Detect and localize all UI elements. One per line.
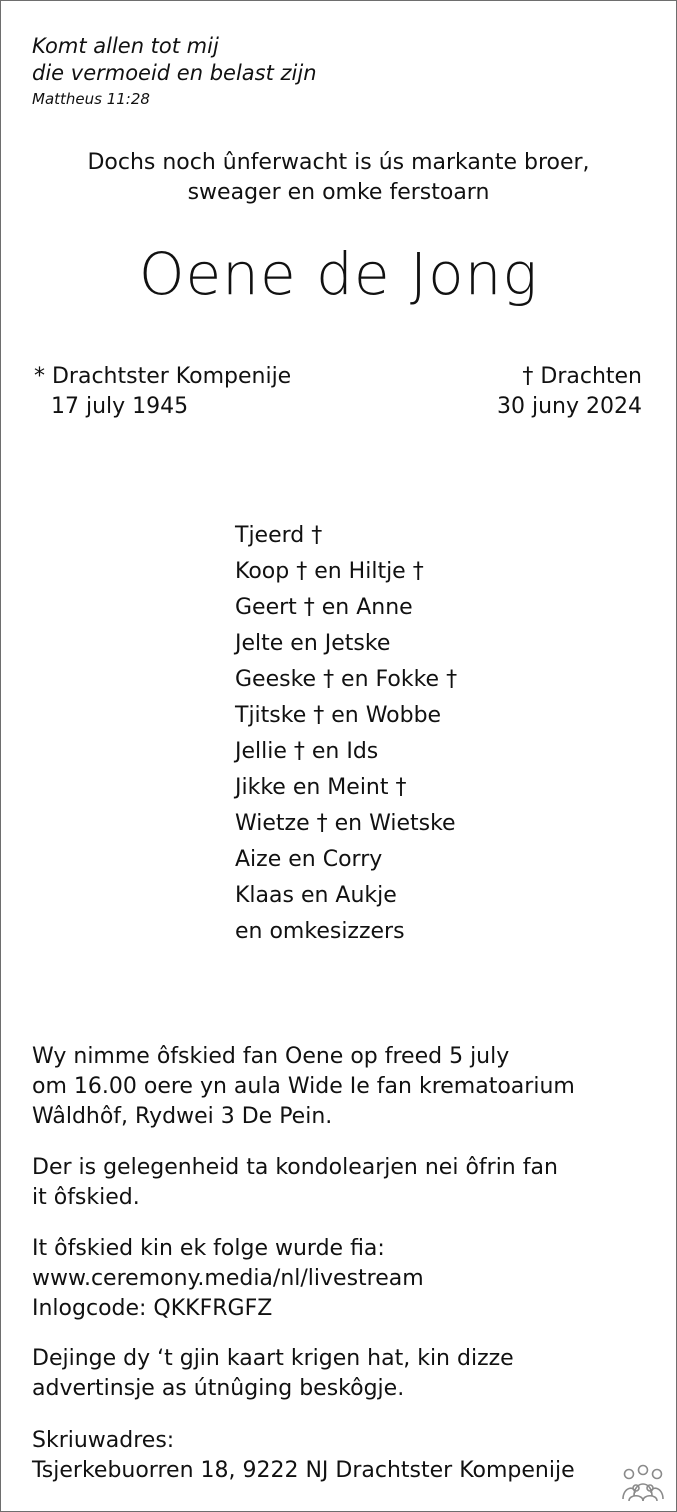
condolence-line-1: Der is gelegenheid ta kondolearjen nei ôfrin fan: [32, 1155, 558, 1180]
family-list: [235, 518, 457, 950]
list-item: Geeske † en Fokke †: [235, 667, 458, 692]
verse-reference: Mattheus 11:28: [32, 90, 150, 108]
farewell-line-1: Wy nimme ôfskied fan Oene op freed 5 july: [32, 1044, 510, 1069]
list-item: Geert † en Anne: [235, 595, 413, 620]
livestream-notice: [32, 1234, 424, 1324]
farewell-notice: [32, 1042, 575, 1132]
birth-info: [34, 362, 291, 422]
list-item: Wietze † en Wietske: [235, 811, 456, 836]
address-label: Skriuwadres:: [32, 1428, 175, 1453]
birth-place: * Drachtster Kompenije: [34, 364, 292, 389]
verse-line-1: Komt allen tot mij: [32, 34, 219, 58]
list-item: en omkesizzers: [235, 919, 405, 944]
bible-verse: [32, 33, 317, 110]
deceased-name: Oene de Jong: [138, 240, 539, 308]
livestream-login-code: Inlogcode: QKKFRGFZ: [32, 1296, 273, 1321]
list-item: Aize en Corry: [235, 847, 383, 872]
announcement-intro: [1, 148, 676, 208]
list-item: Tjeerd †: [235, 523, 323, 548]
intro-line-2: sweager en omke ferstoarn: [187, 180, 490, 205]
mailing-address: [32, 1426, 575, 1486]
farewell-line-2: om 16.00 oere yn aula Wide Ie fan krematoarium: [32, 1074, 575, 1099]
list-item: Jelte en Jetske: [235, 631, 391, 656]
livestream-line-1: It ôfskied kin ek folge wurde fia:: [32, 1236, 385, 1261]
card-note-line-1: Dejinge dy ‘t gjin kaart krigen hat, kin dizze: [32, 1346, 514, 1371]
condolence-line-2: it ôfskied.: [32, 1185, 140, 1210]
death-place: † Drachten: [522, 364, 642, 389]
people-group-icon: [620, 1463, 666, 1503]
card-note: [32, 1344, 514, 1404]
birth-date: 17 july 1945: [51, 394, 189, 419]
list-item: Jellie † en Ids: [235, 739, 379, 764]
list-item: Tjitske † en Wobbe: [235, 703, 442, 728]
card-note-line-2: advertinsje as útnûging beskôgje.: [32, 1376, 405, 1401]
verse-line-2: die vermoeid en belast zijn: [32, 61, 317, 85]
condolence-notice: [32, 1153, 558, 1213]
livestream-url: www.ceremony.media/nl/livestream: [32, 1266, 424, 1291]
list-item: Klaas en Aukje: [235, 883, 397, 908]
death-date: 30 juny 2024: [497, 394, 642, 419]
intro-line-1: Dochs noch ûnferwacht is ús markante broer,: [87, 150, 590, 175]
death-info: [497, 362, 642, 422]
farewell-line-3: Wâldhôf, Rydwei 3 De Pein.: [32, 1104, 333, 1129]
list-item: Koop † en Hiltje †: [235, 559, 424, 584]
address-value: Tsjerkebuorren 18, 9222 NJ Drachtster Kompenije: [32, 1458, 575, 1483]
list-item: Jikke en Meint †: [235, 775, 407, 800]
